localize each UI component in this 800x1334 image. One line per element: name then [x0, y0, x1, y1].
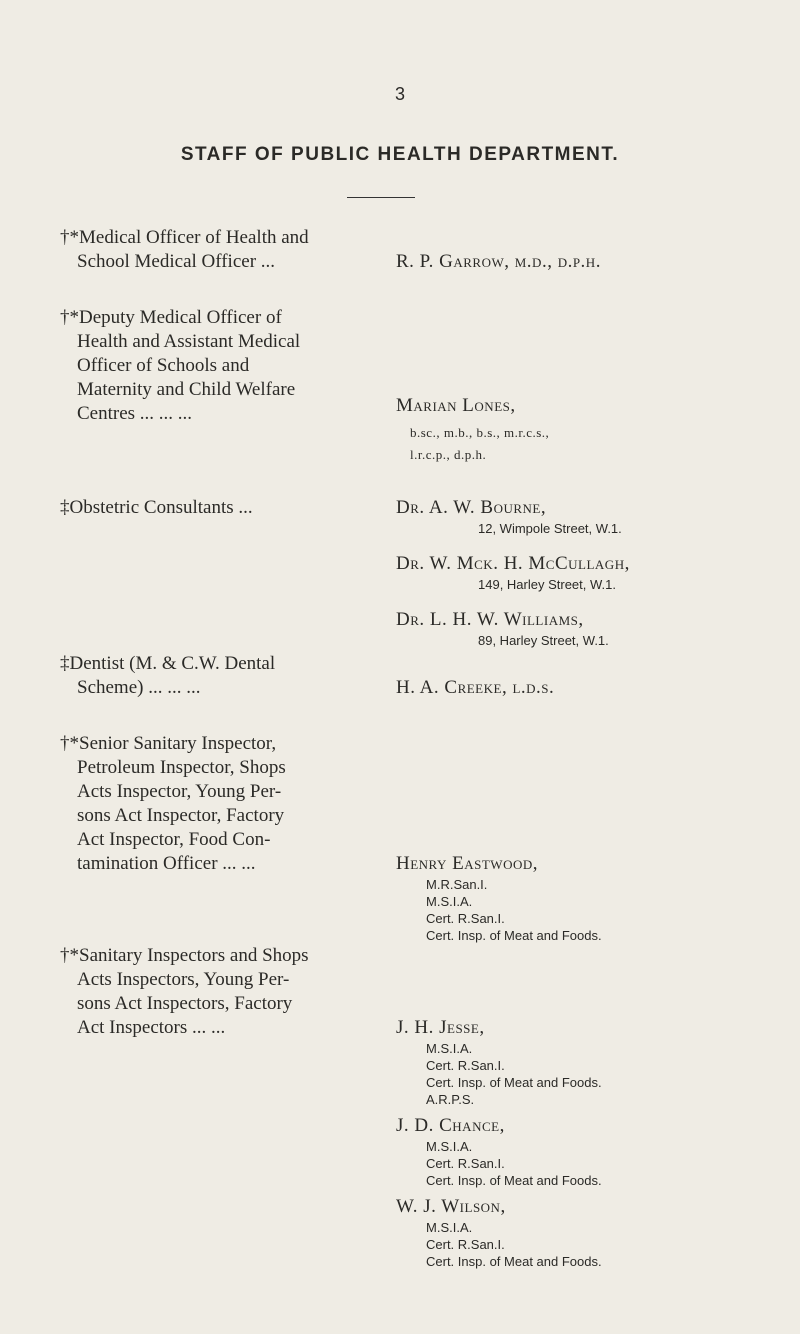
staff-list — [396, 496, 776, 650]
page-title: STAFF OF PUBLIC HEALTH DEPARTMENT. — [180, 144, 620, 165]
staff-name: W. J. Wilson, — [396, 1196, 506, 1217]
staff-name: J. H. Jesse, — [396, 1017, 485, 1038]
role-description — [60, 732, 390, 876]
role-line: †*Sanitary Inspectors and Shops — [60, 945, 309, 966]
role-line: †*Deputy Medical Officer of — [60, 307, 282, 328]
staff-name: J. D. Chance, — [396, 1115, 505, 1136]
staff-name: Dr. A. W. Bourne, — [396, 497, 547, 518]
staff-qualification: Cert. Insp. of Meat and Foods. — [426, 1254, 602, 1269]
role-line: Act Inspector, Food Con- — [77, 829, 271, 850]
role-line: Officer of Schools and — [77, 355, 250, 376]
role-line: Maternity and Child Welfare — [77, 379, 296, 400]
role-line: School Medical Officer ... — [77, 251, 276, 272]
staff-address: 12, Wimpole Street, W.1. — [478, 521, 622, 536]
staff-qualification: A.R.P.S. — [426, 1092, 475, 1107]
staff-address: 89, Harley Street, W.1. — [478, 633, 609, 648]
staff-name: R. P. Garrow, m.d., d.p.h. — [396, 251, 601, 272]
role-line: Acts Inspectors, Young Per- — [77, 969, 290, 990]
role-line: sons Act Inspector, Factory — [77, 805, 285, 826]
staff-qualification: b.sc., m.b., b.s., m.r.c.s., — [410, 425, 550, 440]
staff-name: Dr. W. Mck. H. McCullagh, — [396, 553, 630, 574]
staff-name: Henry Eastwood, — [396, 853, 538, 874]
staff-qualification: Cert. R.San.I. — [426, 911, 505, 926]
staff-qualification: M.S.I.A. — [426, 1041, 473, 1056]
staff-qualification: M.R.San.I. — [426, 877, 488, 892]
staff-qualification: M.S.I.A. — [426, 1139, 473, 1154]
page-number: 3 — [394, 84, 405, 104]
role-line: Petroleum Inspector, Shops — [77, 757, 286, 778]
staff-qualification: Cert. Insp. of Meat and Foods. — [426, 928, 602, 943]
title-rule — [347, 197, 415, 198]
role-line: ‡Dentist (M. & C.W. Dental — [60, 653, 276, 674]
staff-qualification: M.S.I.A. — [426, 1220, 473, 1235]
staff-qualification: Cert. Insp. of Meat and Foods. — [426, 1075, 602, 1090]
staff-list — [396, 394, 776, 464]
staff-name: Dr. L. H. W. Williams, — [396, 609, 584, 630]
role-line: †*Medical Officer of Health and — [60, 227, 309, 248]
role-description — [60, 944, 390, 1040]
staff-qualification: Cert. R.San.I. — [426, 1237, 505, 1252]
staff-qualification: Cert. Insp. of Meat and Foods. — [426, 1173, 602, 1188]
staff-list — [396, 852, 776, 944]
role-description — [60, 496, 390, 520]
staff-address: 149, Harley Street, W.1. — [478, 577, 617, 592]
staff-name: H. A. Creeke, l.d.s. — [396, 677, 555, 698]
staff-qualification: M.S.I.A. — [426, 894, 473, 909]
role-line: Act Inspectors ... ... — [77, 1017, 226, 1038]
staff-qualification: Cert. R.San.I. — [426, 1156, 505, 1171]
staff-qualification: Cert. R.San.I. — [426, 1058, 505, 1073]
role-line: Acts Inspector, Young Per- — [77, 781, 282, 802]
staff-list — [396, 250, 776, 274]
staff-list — [396, 1016, 776, 1270]
staff-list — [396, 676, 776, 700]
role-line: ‡Obstetric Consultants ... — [60, 497, 253, 518]
role-description — [60, 306, 390, 426]
role-line: sons Act Inspectors, Factory — [77, 993, 293, 1014]
role-line: Scheme) ... ... ... — [77, 677, 201, 698]
staff-qualification: l.r.c.p., d.p.h. — [410, 447, 487, 462]
role-description — [60, 226, 390, 274]
role-line: †*Senior Sanitary Inspector, — [60, 733, 277, 754]
staff-name: Marian Lones, — [396, 395, 516, 416]
role-description — [60, 652, 390, 700]
role-line: tamination Officer ... ... — [77, 853, 256, 874]
role-line: Health and Assistant Medical — [77, 331, 301, 352]
role-line: Centres ... ... ... — [77, 403, 193, 424]
